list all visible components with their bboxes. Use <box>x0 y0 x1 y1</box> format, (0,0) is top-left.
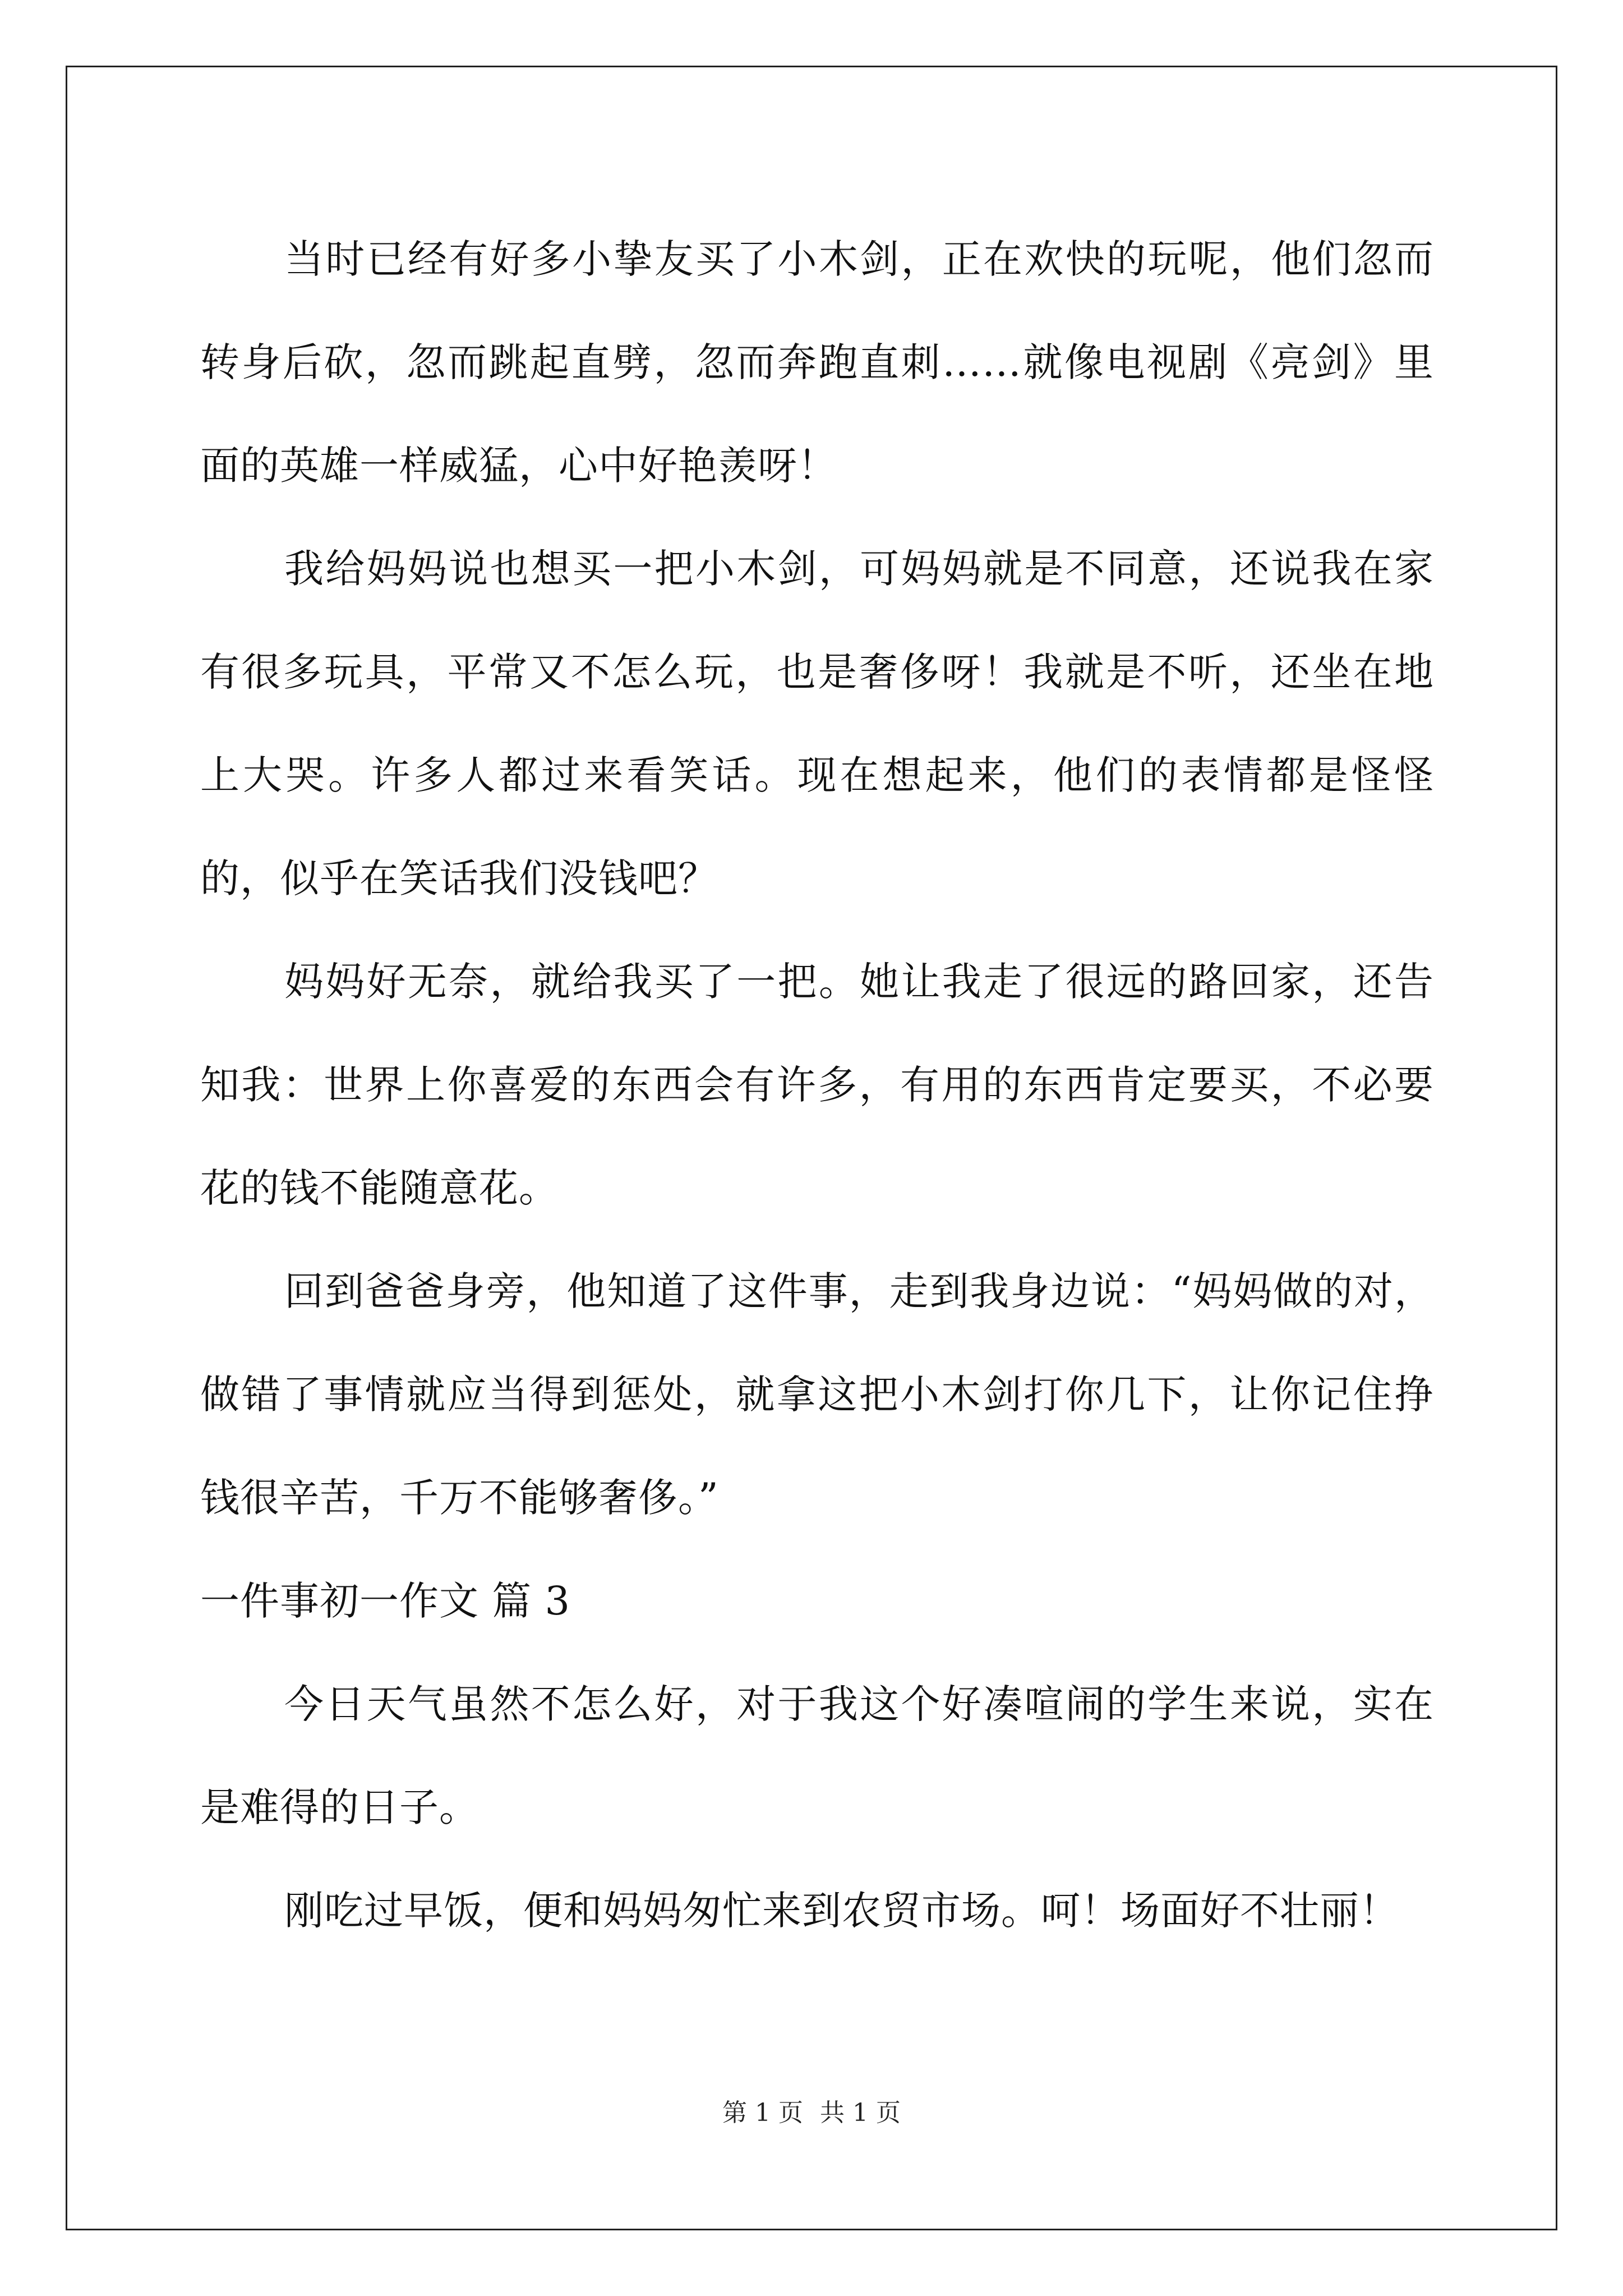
page-footer <box>0 2092 1623 2128</box>
paragraph: 回到爸爸身旁，他知道了这件事，走到我身边说：“妈妈做的对，做错了事情就应当得到惩处，就拿这把小木剑打你几下，让你记住挣钱很辛苦，千万不能够奢侈。” <box>200 1268 1434 1521</box>
page-number: 第 1 页 <box>722 2099 803 2127</box>
paragraph: 妈妈好无奈，就给我买了一把。她让我走了很远的路回家，还告知我：世界上你喜爱的东西会有许多，有用的东西肯定要买，不必要花的钱不能随意花。 <box>200 959 1434 1211</box>
page-total: 共 1 页 <box>820 2099 901 2127</box>
paragraph: 今日天气虽然不怎么好，对于我这个好凑喧闹的学生来说，实在是难得的日子。 <box>200 1681 1434 1830</box>
paragraph: 刚吃过早饭，便和妈妈匆忙来到农贸市场。呵！场面好不壮丽！ <box>284 1888 1399 1934</box>
document-body <box>200 208 1434 1962</box>
paragraph: 我给妈妈说也想买一把小木剑，可妈妈就是不同意，还说我在家有很多玩具，平常又不怎么玩，也是奢侈呀！我就是不听，还坐在地上大哭。许多人都过来看笑话。现在想起来，他们的表情都是怪怪的，似乎在笑话我们没钱吧？ <box>200 546 1434 901</box>
section-heading: 一件事初一作文 篇 3 <box>200 1578 571 1624</box>
paragraph: 当时已经有好多小挚友买了小木剑，正在欢快的玩呢，他们忽而转身后砍，忽而跳起直劈，忽而奔跑直刺……就像电视剧《亮剑》里面的英雄一样威猛，心中好艳羡呀！ <box>200 236 1434 489</box>
